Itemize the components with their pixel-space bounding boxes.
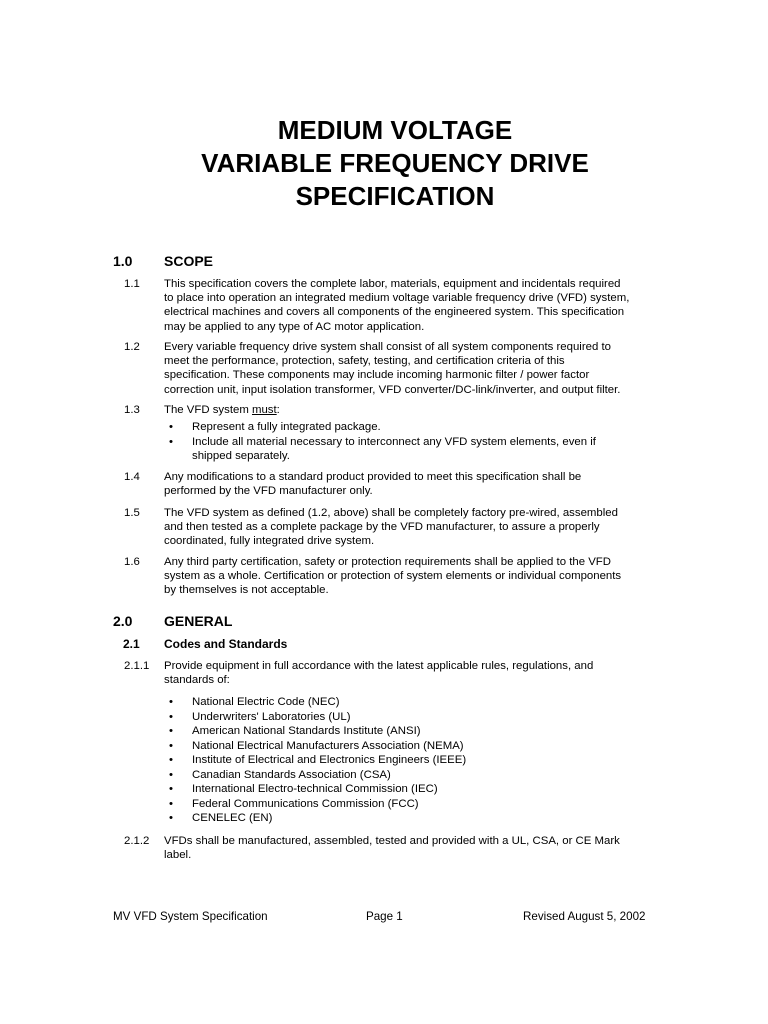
clause-line: performed by the VFD manufacturer only. <box>164 485 373 498</box>
clause-line: may be applied to any type of AC motor application. <box>164 320 425 333</box>
list-item <box>164 420 596 435</box>
clause-text <box>164 277 684 334</box>
clause-number: 2.1.2 <box>124 835 150 847</box>
clause-number: 1.3 <box>124 404 140 416</box>
clause-text <box>164 506 684 549</box>
standard-name: International Electro-technical Commission (IEC) <box>192 783 438 795</box>
clause-line: Any modifications to a standard product provided to meet this specification shall be <box>164 471 582 483</box>
clause-line: standards of: <box>164 674 230 687</box>
clause-line <box>164 403 684 417</box>
clause-line: Every variable frequency drive system shall consist of all system components required to <box>164 341 611 353</box>
clause-number: 1.5 <box>124 507 140 519</box>
section-number: 2.0 <box>113 613 133 629</box>
clause-line: Provide equipment in full accordance with the latest applicable rules, regulations, and <box>164 660 594 672</box>
standards-bullet-list <box>164 695 466 826</box>
must-bullet-list <box>164 420 596 464</box>
bullet-icon: • <box>169 768 173 781</box>
list-item <box>164 768 466 783</box>
list-item <box>164 811 466 826</box>
subsection-number: 2.1 <box>123 637 140 651</box>
clause-line: coordinated, fully integrated drive system. <box>164 535 375 548</box>
emphasis-must: must <box>251 404 277 416</box>
standard-name: National Electric Code (NEC) <box>192 696 340 708</box>
clause-number: 2.1.1 <box>124 660 150 672</box>
clause-line: meet the performance, protection, safety, testing, and certification criteria of this <box>164 355 565 368</box>
list-item <box>164 739 466 754</box>
clause-text <box>164 403 684 417</box>
section-title: SCOPE <box>164 253 214 269</box>
list-item <box>164 724 466 739</box>
list-item <box>164 695 466 710</box>
clause-number: 1.4 <box>124 471 140 483</box>
clause-text <box>164 659 684 687</box>
section-number: 1.0 <box>113 253 133 269</box>
standard-name: National Electrical Manufacturers Association (NEMA) <box>192 739 464 752</box>
title-line-1: MEDIUM VOLTAGE <box>277 115 513 145</box>
bullet-icon: • <box>169 696 173 708</box>
title-line-2: VARIABLE FREQUENCY DRIVE <box>201 148 589 178</box>
list-item <box>164 753 466 768</box>
list-item-text: Represent a fully integrated package. <box>192 421 381 433</box>
bullet-icon: • <box>169 797 173 810</box>
clause-line: to place into operation an integrated medium voltage variable frequency drive (VFD) system, <box>164 292 630 305</box>
list-item-text: Include all material necessary to interconnect any VFD system elements, even if <box>192 435 596 448</box>
title-line-3: SPECIFICATION <box>295 181 495 211</box>
list-item <box>164 435 596 464</box>
clause-number: 1.1 <box>124 278 140 290</box>
section-title: GENERAL <box>164 613 233 629</box>
clause-line: and then tested as a complete package by the VFD manufacturer, to assure a properly <box>164 521 600 534</box>
clause-line: specification. These components may include incoming harmonic filter / power factor <box>164 369 590 382</box>
clause-line: electrical machines and covers all components of the engineered system. This specification <box>164 306 625 319</box>
clause-line: Any third party certification, safety or protection requirements shall be applied to the VFD <box>164 556 611 568</box>
footer-page-number: Page 1 <box>366 910 403 923</box>
clause-text-trail: : <box>276 404 280 416</box>
clause-line: by themselves is not acceptable. <box>164 584 329 597</box>
bullet-icon: • <box>169 754 173 766</box>
clause-line: The VFD system as defined (1.2, above) shall be completely factory pre-wired, assembled <box>164 507 618 519</box>
bullet-icon: • <box>169 739 173 752</box>
clause-text-lead: The VFD system <box>164 404 252 416</box>
clause-line: This specification covers the complete labor, materials, equipment and incidentals required <box>164 278 621 290</box>
clause-line: system as a whole. Certification or protection of system elements or individual components <box>164 570 622 583</box>
document-title <box>0 114 768 213</box>
standard-name: Canadian Standards Association (CSA) <box>192 768 391 781</box>
standard-name: CENELEC (EN) <box>192 812 273 824</box>
bullet-icon: • <box>169 421 173 433</box>
clause-number: 1.6 <box>124 556 140 568</box>
bullet-icon: • <box>169 725 173 737</box>
list-item <box>164 782 466 797</box>
footer-document-name: MV VFD System Specification <box>113 910 268 923</box>
footer-revision-date: Revised August 5, 2002 <box>523 910 646 923</box>
clause-text <box>164 834 684 862</box>
standard-name: Underwriters' Laboratories (UL) <box>192 710 351 723</box>
clause-line: label. <box>164 849 192 862</box>
clause-number: 1.2 <box>124 341 140 353</box>
list-item <box>164 797 466 812</box>
clause-text <box>164 470 684 498</box>
clause-text <box>164 555 684 598</box>
bullet-icon: • <box>169 710 173 723</box>
clause-line: VFDs shall be manufactured, assembled, tested and provided with a UL, CSA, or CE Mark <box>164 835 620 847</box>
clause-line: correction unit, input isolation transformer, VFD converter/DC-link/inverter, and output filter. <box>164 383 621 396</box>
bullet-icon: • <box>169 435 173 448</box>
subsection-title: Codes and Standards <box>164 637 288 651</box>
bullet-icon: • <box>169 812 173 824</box>
standard-name: American National Standards Institute (ANSI) <box>192 725 421 737</box>
list-item <box>164 710 466 725</box>
standard-name: Federal Communications Commission (FCC) <box>192 797 419 810</box>
bullet-icon: • <box>169 783 173 795</box>
clause-text <box>164 340 684 397</box>
standard-name: Institute of Electrical and Electronics Engineers (IEEE) <box>192 754 467 766</box>
list-item-text-continued: shipped separately. <box>192 450 290 462</box>
